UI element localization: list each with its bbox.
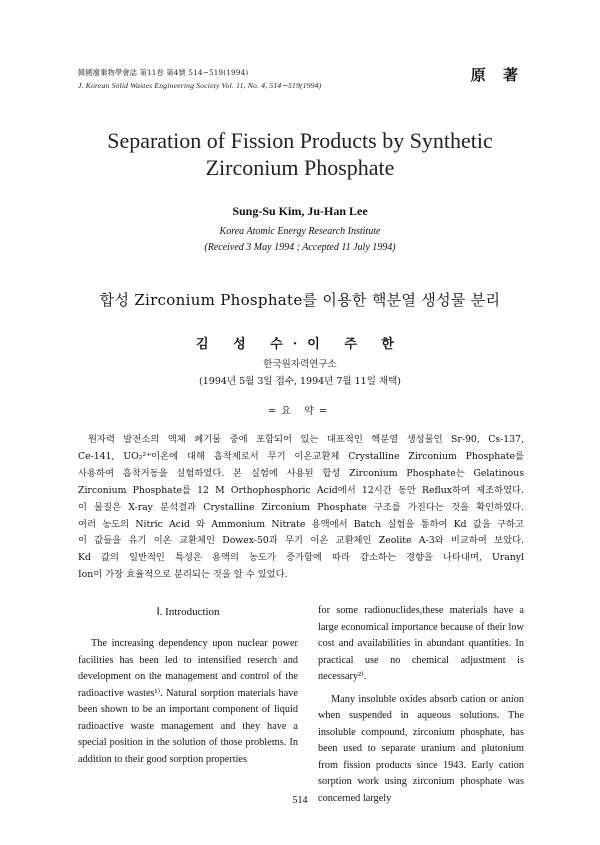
section-heading-introduction: Ⅰ. Introduction <box>156 606 220 618</box>
abstract-line: Zirconium Phosphate를 12 M Orthophosphoric Acid에서 12시간 동안 Reflux하여 제조하였다. <box>78 484 524 496</box>
authors-korean: 김 성 수·이 주 한 <box>196 337 404 352</box>
intro-left-column <box>78 636 298 768</box>
abstract-line: 사용하여 흡착거동을 실험하였다. 본 실험에 사용된 합성 Zirconium Phosphate는 Gelatinous <box>78 467 524 479</box>
page-number: 514 <box>292 795 308 806</box>
abstract-line: 이 물질은 X-ray 분석결과 Crystalline Zirconium Phosphate 구조를 가진다는 것을 확인하였다. <box>78 501 524 513</box>
received-dates-korean: (1994년 5월 3일 접수, 1994년 7월 11일 채택) <box>199 376 401 387</box>
intro-paragraph: Many insoluble oxides absorb cation or anion when suspended in aqueous solutions. The insoluble compound, zirconium phosphate, has been used to separate uranium and plutonium from fission products since 1943. Early cation sorption work using zirconium phosphate was concerned largely <box>318 693 524 804</box>
paper-title-line1: Separation of Fission Products by Synthetic <box>107 128 493 153</box>
abstract-line: Ion이 가장 효율적으로 분리되는 것을 알 수 있었다. <box>78 569 288 581</box>
received-dates-english: (Received 3 May 1994 ; Accepted 11 July 1994) <box>204 242 396 253</box>
intro-paragraph: for some radionuclides,these materials have a large economical importance because of their low cost and availabilities in abundant quantities. In practical use no chemical adjustment is necessary²⁾. <box>318 605 524 682</box>
abstract-line: Ce-141, UO₂²⁺이온에 대해 흡착제로서 무기 이온교환체 Crystalline Zirconium Phosphate를 <box>78 450 524 462</box>
journal-header-english: J. Korean Solid Wastes Engineering Society Vol. 11, No. 4, 514∼519(1994) <box>78 81 322 90</box>
article-type-label: 原 著 <box>470 66 524 84</box>
authors-english: Sung-Su Kim, Ju-Han Lee <box>232 204 368 218</box>
paper-title-line2: Zirconium Phosphate <box>205 155 395 180</box>
abstract-line: 여러 농도의 Nitric Acid 와 Ammonium Nitrate 용액에서 Batch 실험을 통하여 Kd 값을 구하고 <box>78 518 524 530</box>
abstract-korean <box>78 432 524 584</box>
institute-english: Korea Atomic Energy Research Institute <box>219 226 381 237</box>
intro-right-column <box>318 603 524 807</box>
institute-korean: 한국원자력연구소 <box>263 359 337 370</box>
abstract-line: 이 값들을 유기 이온 교환체인 Dowex-50과 무기 이온 교환체인 Zeolite A-3와 비교하여 보았다. <box>78 535 524 547</box>
journal-header-korean: 韓國廢棄物學會誌 第11卷 第4號 514∼519(1994) <box>78 68 249 77</box>
summary-heading: =요 약= <box>267 406 333 417</box>
abstract-line: 원자력 발전소의 액체 폐기물 중에 포함되어 있는 대표적인 핵분열 생성물인 Sr-90, Cs-137, <box>88 434 524 445</box>
abstract-line: Kd 값의 일반적인 특성은 용액의 농도가 증가함에 따라 감소하는 경향을 나타내며, Uranyl <box>78 552 524 564</box>
paper-title-korean: 합성 Zirconium Phosphate를 이용한 핵분열 생성물 분리 <box>99 291 501 309</box>
intro-paragraph: The increasing dependency upon nuclear power facilities has been led to intensified reserch and development on the management and control of the radioactive wastes¹⁾. Natural sorption materials have been shown to be an important component of liquid radioactive waste management and they have a special position in the solution of those problems. In addition to their good sorption properties <box>78 638 298 765</box>
